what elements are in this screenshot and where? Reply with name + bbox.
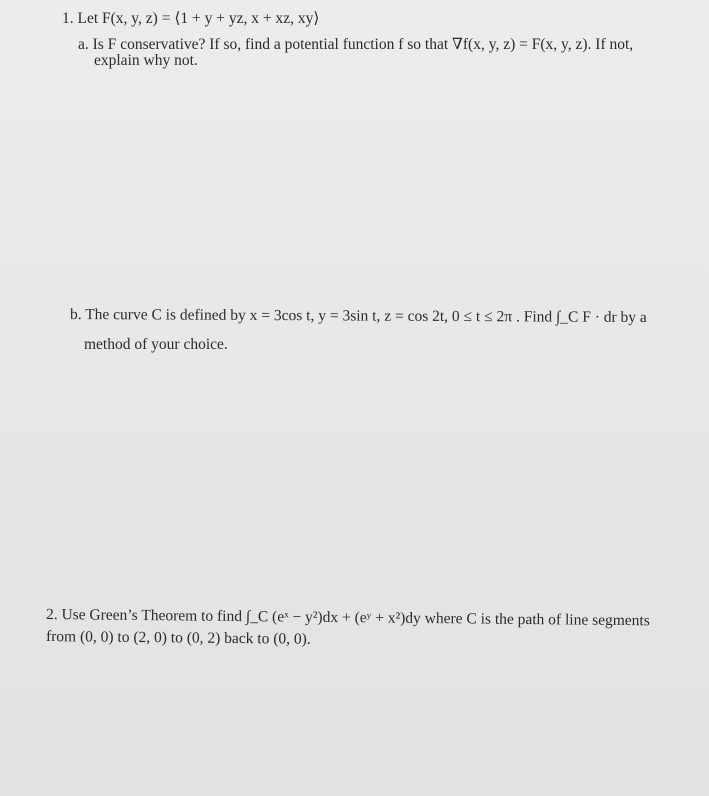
problem-1a-text-line-2: explain why not.: [94, 52, 198, 69]
problem-1b-text-line-2: method of your choice.: [84, 336, 228, 353]
problem-2-text-line-1: 2. Use Green’s Theorem to find ∫_C (eˣ − y²)dx + (eʸ + x²)dy where C is the path of line segments: [45, 606, 650, 630]
problem-1b-text-line-1: b. The curve C is defined by x = 3cos t, y = 3sin t, z = cos 2t, 0 ≤ t ≤ 2π . Find ∫_C F · dr by a: [69, 306, 647, 327]
problem-1a-text-line-1: a. Is F conservative? If so, find a potential function f so that ∇f(x, y, z) = F(x, y, z). If not,: [78, 36, 634, 53]
problem-2-text-line-2: from (0, 0) to (2, 0) to (0, 2) back to (0, 0).: [45, 628, 311, 648]
problem-1-stem: 1. Let F(x, y, z) = ⟨1 + y + yz, x + xz, xy⟩: [62, 10, 320, 27]
